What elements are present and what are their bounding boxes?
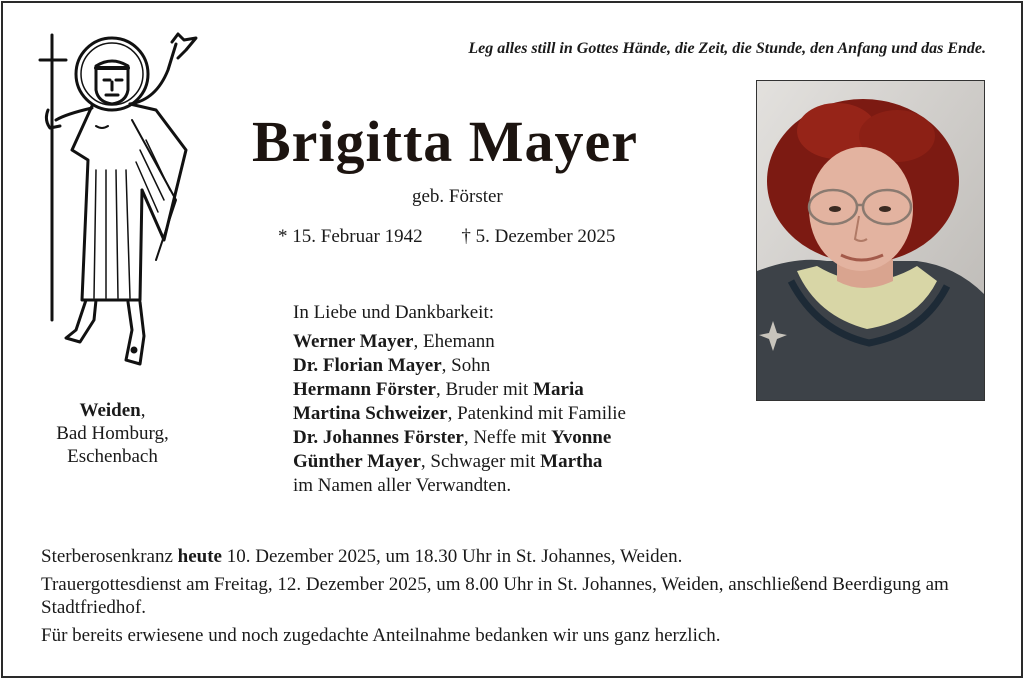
motto-verse: Leg alles still in Gottes Hände, die Zeit, die Stunde, den Anfang und das Ende. (468, 40, 986, 57)
places-block (30, 399, 195, 468)
funeral-notices (41, 545, 1001, 652)
life-dates (278, 226, 649, 248)
portrait-photo (756, 80, 985, 401)
mourner-line: Dr. Florian Mayer, Sohn (293, 355, 491, 376)
place-secondary: Bad Homburg, (56, 423, 169, 444)
funeral-service-notice: Trauergottesdienst am Freitag, 12. Dezember 2025, um 8.00 Uhr in St. Johannes, Weiden, anschließend Beerdigung am Stadtfriedhof. (41, 574, 949, 618)
mourners-block (293, 301, 626, 498)
birth-date: * 15. Februar 1942 (278, 226, 423, 247)
place-primary: Weiden, (79, 400, 146, 421)
mourners-closing: im Namen aller Verwandten. (293, 475, 512, 496)
birth-name: geb. Förster (412, 186, 503, 207)
risen-christ-icon (36, 30, 208, 374)
thanks-notice: Für bereits erwiesene und noch zugedachte Anteilnahme bedanken wir uns ganz herzlich. (41, 625, 721, 646)
mourner-line: Werner Mayer, Ehemann (293, 331, 495, 352)
mourner-line: Günther Mayer, Schwager mit Martha (293, 451, 603, 472)
place-tertiary: Eschenbach (67, 446, 158, 467)
mourners-intro: In Liebe und Dankbarkeit: (293, 302, 495, 323)
deceased-name: Brigitta Mayer (252, 109, 639, 174)
portrait-illustration (757, 81, 985, 401)
rosary-notice: Sterberosenkranz heute 10. Dezember 2025, um 18.30 Uhr in St. Johannes, Weiden. (41, 546, 683, 567)
mourner-line: Dr. Johannes Förster, Neffe mit Yvonne (293, 427, 612, 448)
death-date: † 5. Dezember 2025 (461, 226, 616, 247)
mourner-line: Hermann Förster, Bruder mit Maria (293, 379, 584, 400)
mourner-line: Martina Schweizer, Patenkind mit Familie (293, 403, 626, 424)
